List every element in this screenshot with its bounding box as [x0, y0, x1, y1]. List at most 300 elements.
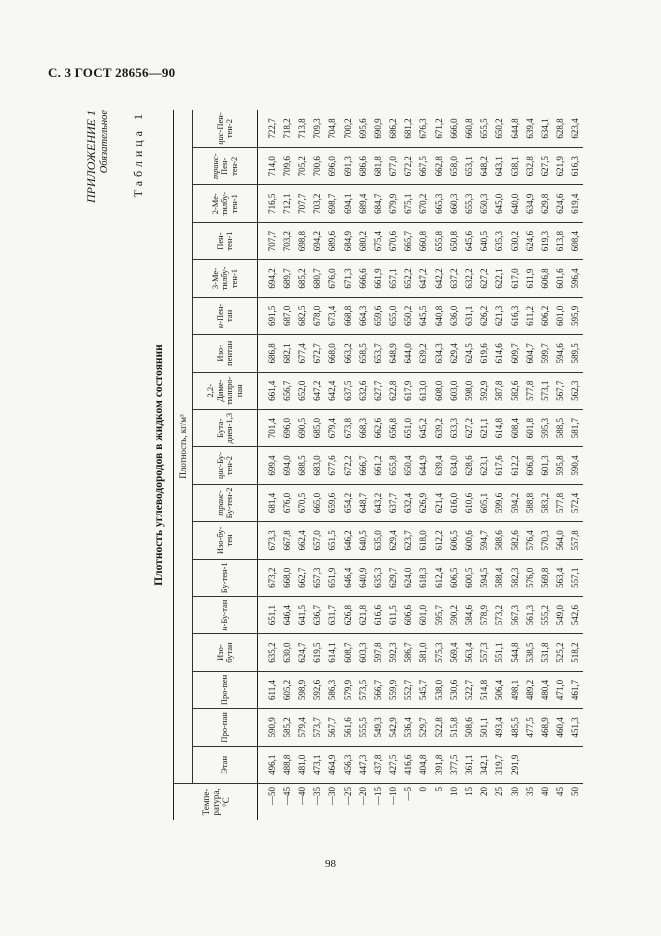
- density-cell: 695,6: [357, 118, 368, 139]
- column-header: [193, 297, 258, 334]
- density-cell: 619,6: [477, 335, 492, 372]
- table-row: [522, 110, 537, 820]
- density-cell: 662,8: [431, 148, 446, 185]
- temperature-cell: 25: [492, 784, 507, 821]
- density-cell: 650,3: [477, 185, 492, 222]
- density-cell: 629,7: [386, 559, 401, 596]
- table-label: Таблица 1: [131, 110, 145, 198]
- density-cell: 639,2: [431, 409, 446, 446]
- density-cell: 576,4: [522, 522, 537, 559]
- density-cell: 561,6: [340, 709, 355, 746]
- temperature-cell: —35: [310, 784, 325, 821]
- density-cell: 643,2: [370, 484, 385, 521]
- density-cell: 636,7: [310, 596, 325, 633]
- density-cell: 581,0: [416, 634, 431, 671]
- temperature-cell: 50: [568, 784, 583, 821]
- density-cell: 641,5: [294, 596, 309, 633]
- density-cell: 538,5: [522, 634, 537, 671]
- density-cell: 700,2: [342, 118, 353, 139]
- density-cell: 624,5: [461, 335, 476, 372]
- column-header-prefix: цис-: [214, 463, 225, 479]
- density-cell: 496,1: [258, 746, 280, 783]
- column-header: [193, 185, 258, 222]
- density-cell: 586,7: [401, 634, 416, 671]
- density-cell: 614,1: [325, 634, 340, 671]
- density-cell: 621,3: [492, 297, 507, 334]
- density-cell: 653,7: [370, 335, 385, 372]
- column-header-name: Этан: [219, 755, 230, 774]
- density-cell: 650,2: [401, 297, 416, 334]
- density-cell: 678,0: [310, 297, 325, 334]
- density-cell: 672,2: [340, 447, 355, 484]
- density-cell: 632,4: [401, 484, 416, 521]
- density-cell: 564,0: [553, 522, 568, 559]
- density-cell: 578,9: [477, 596, 492, 633]
- table-row: [477, 110, 492, 820]
- density-cell: 655,8: [431, 222, 446, 259]
- density-cell: 666,0: [448, 118, 459, 139]
- density-cell: 635,3: [370, 559, 385, 596]
- density-cell: 621,4: [431, 484, 446, 521]
- density-cell: 642,4: [325, 372, 340, 409]
- density-cell: 624,6: [522, 222, 537, 259]
- density-cell: 682,5: [294, 297, 309, 334]
- density-cell: 473,1: [310, 746, 325, 783]
- appendix-subtitle: Обязательное: [99, 110, 110, 174]
- density-cell: 561,3: [522, 596, 537, 633]
- density-cell: 570,3: [537, 522, 552, 559]
- column-header: [193, 372, 258, 409]
- density-cell: 569,4: [446, 634, 461, 671]
- density-cell: 594,6: [553, 335, 568, 372]
- density-cell: 681,8: [370, 148, 385, 185]
- density-cell: 616,3: [507, 297, 522, 334]
- density-cell: 648,7: [355, 484, 370, 521]
- density-cell: 688,5: [294, 447, 309, 484]
- density-cell: 522,8: [431, 709, 446, 746]
- density-cell: 636,0: [446, 297, 461, 334]
- density-cell: 673,4: [325, 297, 340, 334]
- density-cell: 582,6: [507, 372, 522, 409]
- density-cell: 650,8: [446, 222, 461, 259]
- density-cell: 601,0: [416, 596, 431, 633]
- density-cell: 628,6: [461, 447, 476, 484]
- density-cell: 627,7: [370, 372, 385, 409]
- density-cell: 694,0: [279, 447, 294, 484]
- density-cell: 639,2: [416, 335, 431, 372]
- density-cell: 677,0: [386, 148, 401, 185]
- density-cell: 659,6: [325, 484, 340, 521]
- density-cell: 471,0: [553, 671, 568, 708]
- density-cell: 637,7: [386, 484, 401, 521]
- density-cell: 610,6: [461, 484, 476, 521]
- density-cell: 567,3: [507, 596, 522, 633]
- density-cell: 651,9: [325, 559, 340, 596]
- density-cell: 575,3: [431, 634, 446, 671]
- density-cell: 630,0: [279, 634, 294, 671]
- density-cell: 506,4: [492, 671, 507, 708]
- density-cell: 361,1: [461, 746, 476, 783]
- density-cell: 648,9: [386, 335, 401, 372]
- density-cell: 515,8: [446, 709, 461, 746]
- temperature-cell: 30: [507, 784, 522, 821]
- table-row: [294, 110, 309, 820]
- density-cell: 594,5: [477, 559, 492, 596]
- density-cell: 668,0: [325, 335, 340, 372]
- density-cell: 656,8: [386, 409, 401, 446]
- density-cell: 621,1: [477, 409, 492, 446]
- density-cell: 608,7: [340, 634, 355, 671]
- density-cell: 577,8: [553, 484, 568, 521]
- temperature-header: Темпе-ратура, °С: [174, 784, 258, 821]
- density-cell: 651,0: [401, 409, 416, 446]
- density-cell: 563,4: [461, 634, 476, 671]
- density-cell: 585,2: [279, 709, 294, 746]
- density-cell: 713,8: [296, 118, 307, 139]
- density-cell: 632,6: [355, 372, 370, 409]
- density-cell: 481,0: [294, 746, 309, 783]
- table-row: [446, 110, 461, 820]
- column-header: [193, 596, 258, 633]
- density-cell: 631,1: [461, 297, 476, 334]
- density-cell: 549,3: [370, 709, 385, 746]
- density-cell: 619,3: [537, 222, 552, 259]
- table-row: [325, 110, 340, 820]
- density-cell: 659,6: [370, 297, 385, 334]
- density-cell: 655,8: [386, 447, 401, 484]
- density-cell: 557,1: [568, 559, 583, 596]
- density-cell: 557,3: [477, 634, 492, 671]
- temperature-cell: 40: [537, 784, 552, 821]
- density-cell: 637,2: [446, 260, 461, 297]
- density-cell: 700,6: [310, 148, 325, 185]
- column-header: [193, 110, 258, 148]
- density-cell: 647,2: [310, 372, 325, 409]
- density-cell: 525,2: [553, 634, 568, 671]
- density-cell: 555,2: [537, 596, 552, 633]
- density-cell: 650,4: [401, 447, 416, 484]
- density-cell: 600,5: [461, 559, 476, 596]
- density-cell: 468,9: [537, 709, 552, 746]
- density-cell: 464,9: [325, 746, 340, 783]
- density-cell: 666,7: [355, 447, 370, 484]
- density-cell: 626,2: [477, 297, 492, 334]
- column-header-prefix: н: [214, 323, 225, 329]
- density-cell: 622,8: [386, 372, 401, 409]
- density-cell: 668,8: [340, 297, 355, 334]
- density-cell: 672,7: [310, 335, 325, 372]
- column-header: [193, 409, 258, 446]
- density-cell: 613,0: [416, 372, 431, 409]
- density-cell: 522,7: [461, 671, 476, 708]
- density-cell: 488,8: [279, 746, 294, 783]
- density-cell: 621,9: [553, 148, 568, 185]
- density-cell: 586,3: [325, 671, 340, 708]
- density-cell: 480,4: [537, 671, 552, 708]
- density-cell: 598,0: [461, 372, 476, 409]
- density-cell: 377,5: [446, 746, 461, 783]
- density-cell: 592,9: [477, 372, 492, 409]
- density-cell: 703,2: [310, 185, 325, 222]
- density-cell: 618,3: [416, 559, 431, 596]
- density-cell: 617,9: [401, 372, 416, 409]
- density-cell: 663,2: [340, 335, 355, 372]
- density-cell: 624,7: [294, 634, 309, 671]
- column-header: [193, 634, 258, 671]
- density-cell: 662,4: [294, 522, 309, 559]
- density-cell: 291,9: [507, 746, 522, 783]
- density-cell: 611,9: [522, 260, 537, 297]
- density-cell: 624,0: [401, 559, 416, 596]
- column-header-name: Бута-диен-1,3: [214, 412, 234, 444]
- density-cell: 679,9: [386, 185, 401, 222]
- density-cell: 691,3: [340, 148, 355, 185]
- density-cell: 704,8: [327, 118, 338, 139]
- density-cell: 634,3: [431, 335, 446, 372]
- density-cell: 538,0: [431, 671, 446, 708]
- density-cell: 662,6: [370, 409, 385, 446]
- density-cell: 653,1: [461, 148, 476, 185]
- density-cell: 638,1: [507, 148, 522, 185]
- density-cell: 673,2: [258, 559, 280, 596]
- table-row: [279, 110, 294, 820]
- density-cell: 608,4: [568, 222, 583, 259]
- density-cell: 566,7: [370, 671, 385, 708]
- density-cell: 629,4: [386, 522, 401, 559]
- density-cell: 567,7: [325, 709, 340, 746]
- density-cell: 701,4: [258, 409, 280, 446]
- density-cell: 603,3: [355, 634, 370, 671]
- density-cell: 660,3: [446, 185, 461, 222]
- density-cell: 705,2: [294, 148, 309, 185]
- density-cell: 601,8: [522, 409, 537, 446]
- density-cell: 600,6: [461, 522, 476, 559]
- temperature-cell: 0: [416, 784, 431, 821]
- density-cell: 589,5: [568, 335, 583, 372]
- density-cell: 690,5: [294, 409, 309, 446]
- density-cell: 677,6: [325, 447, 340, 484]
- density-cell: 672,2: [401, 148, 416, 185]
- density-cell: 661,2: [370, 447, 385, 484]
- density-cell: 667,5: [416, 148, 431, 185]
- density-cell: 551,1: [492, 634, 507, 671]
- density-cell: 629,4: [446, 335, 461, 372]
- density-cell: 584,6: [461, 596, 476, 633]
- density-cell: 627,2: [477, 260, 492, 297]
- density-cell: 456,3: [340, 746, 355, 783]
- density-cell: [568, 746, 583, 783]
- table-title: Плотность углеводородов в жидком состоянии: [153, 344, 165, 586]
- density-cell: 622,1: [492, 260, 507, 297]
- density-cell: [553, 746, 568, 783]
- density-cell: 588,8: [522, 484, 537, 521]
- density-cell: 640,0: [507, 185, 522, 222]
- density-cell: 689,4: [355, 185, 370, 222]
- density-cell: 612,2: [507, 447, 522, 484]
- density-cell: 643,1: [492, 148, 507, 185]
- density-cell: 594,7: [477, 522, 492, 559]
- density-cell: 632,8: [522, 148, 537, 185]
- density-cell: 518,2: [568, 634, 583, 671]
- density-cell: 635,3: [492, 222, 507, 259]
- density-cell: 588,6: [492, 522, 507, 559]
- density-cell: 664,3: [355, 297, 370, 334]
- density-cell: 601,6: [553, 260, 568, 297]
- density-cell: 594,2: [507, 484, 522, 521]
- density-cell: 673,3: [258, 522, 280, 559]
- density-cell: 608,0: [431, 372, 446, 409]
- table-row: [355, 110, 370, 820]
- temperature-cell: —10: [386, 784, 401, 821]
- column-header-name: -Пен-тан: [214, 303, 234, 324]
- column-header-name: Изо-бутан: [214, 642, 234, 663]
- density-cell: 623,4: [570, 118, 581, 139]
- column-header-name: 2,2-Диме-тилпро-пан: [205, 376, 244, 405]
- density-cell: 619,5: [310, 634, 325, 671]
- density-cell: 557,8: [568, 522, 583, 559]
- density-cell: 501,1: [477, 709, 492, 746]
- density-cell: 618,0: [416, 522, 431, 559]
- density-cell: 536,4: [401, 709, 416, 746]
- temperature-cell: —40: [294, 784, 309, 821]
- density-cell: 588,4: [492, 559, 507, 596]
- density-cell: 581,7: [568, 409, 583, 446]
- density-cell: 645,6: [461, 222, 476, 259]
- column-header-name: Бу-тен-2: [224, 487, 234, 519]
- temperature-cell: 15: [461, 784, 476, 821]
- density-cell: 567,7: [553, 372, 568, 409]
- density-cell: 654,2: [340, 484, 355, 521]
- temperature-cell: 45: [553, 784, 568, 821]
- density-cell: 595,8: [553, 447, 568, 484]
- density-cell: 652,2: [401, 260, 416, 297]
- density-cell: 686,8: [258, 335, 280, 372]
- column-header: [193, 148, 258, 185]
- density-cell: 646,4: [340, 559, 355, 596]
- density-cell: 606,8: [522, 447, 537, 484]
- density-cell: 627,2: [461, 409, 476, 446]
- density-cell: 498,1: [507, 671, 522, 708]
- density-cell: 391,8: [431, 746, 446, 783]
- density-cell: 650,2: [494, 118, 505, 139]
- table-row: [461, 110, 476, 820]
- table-row: [568, 110, 583, 820]
- density-cell: 583,2: [537, 484, 552, 521]
- density-cell: 671,3: [340, 260, 355, 297]
- density-cell: 640,8: [431, 297, 446, 334]
- density-cell: 576,0: [522, 559, 537, 596]
- density-cell: 647,2: [416, 260, 431, 297]
- density-cell: 319,7: [492, 746, 507, 783]
- density-cell: 703,2: [279, 222, 294, 259]
- density-cell: 437,8: [370, 746, 385, 783]
- density-cell: 559,9: [386, 671, 401, 708]
- density-cell: 549,0: [553, 596, 568, 633]
- density-cell: 579,4: [294, 709, 309, 746]
- density-cell: 714,0: [258, 148, 280, 185]
- density-cell: 427,5: [386, 746, 401, 783]
- density-cell: 644,8: [509, 118, 520, 139]
- density-cell: 676,0: [325, 260, 340, 297]
- column-header: [193, 484, 258, 521]
- density-cell: 508,6: [461, 709, 476, 746]
- density-cell: 614,8: [492, 409, 507, 446]
- density-cell: 582,3: [507, 559, 522, 596]
- density-cell: 613,8: [553, 222, 568, 259]
- column-header-name: Бу-тен-1: [219, 562, 230, 594]
- column-header-prefix: цис-: [214, 129, 225, 145]
- density-cell: 657,1: [386, 260, 401, 297]
- density-cell: 601,0: [553, 297, 568, 334]
- density-cell: 679,4: [325, 409, 340, 446]
- density-cell: 694,2: [310, 222, 325, 259]
- density-cell: 709,6: [279, 148, 294, 185]
- density-cell: 545,7: [416, 671, 431, 708]
- density-cell: 616,6: [370, 596, 385, 633]
- density-cell: 665,3: [431, 185, 446, 222]
- table-row: [401, 110, 416, 820]
- column-header-name: Про-пан: [219, 712, 230, 743]
- density-cell: 621,8: [355, 596, 370, 633]
- density-cell: 587,8: [492, 372, 507, 409]
- density-cell: 606,2: [537, 297, 552, 334]
- density-cell: 676,3: [418, 118, 429, 139]
- temperature-cell: 10: [446, 784, 461, 821]
- density-cell: 606,8: [537, 260, 552, 297]
- density-cell: 655,3: [461, 185, 476, 222]
- density-cell: 667,8: [279, 522, 294, 559]
- density-cell: 611,4: [258, 671, 280, 708]
- density-cell: 595,7: [431, 596, 446, 633]
- density-cell: 619,4: [568, 185, 583, 222]
- density-cell: 588,5: [553, 409, 568, 446]
- table-row: [386, 110, 401, 820]
- density-cell: 684,9: [340, 222, 355, 259]
- column-header-name: Пен-тен-2: [219, 156, 239, 176]
- density-cell: 652,0: [294, 372, 309, 409]
- temperature-cell: —20: [355, 784, 370, 821]
- column-header-name: Пен-тен-2: [214, 112, 234, 139]
- density-cell: 698,7: [325, 185, 340, 222]
- column-header: [193, 447, 258, 484]
- density-cell: 573,7: [310, 709, 325, 746]
- density-cell: 682,1: [279, 335, 294, 372]
- density-cell: 707,7: [294, 185, 309, 222]
- column-header-name: Изо-пентан: [214, 340, 234, 366]
- density-cell: 485,5: [507, 709, 522, 746]
- density-cell: 633,3: [446, 409, 461, 446]
- density-cell: 623,1: [477, 447, 492, 484]
- density-cell: 635,0: [370, 522, 385, 559]
- density-cell: 626,9: [416, 484, 431, 521]
- density-cell: 694,1: [340, 185, 355, 222]
- density-cell: 530,6: [446, 671, 461, 708]
- density-cell: 596,4: [568, 260, 583, 297]
- density-cell: 651,5: [325, 522, 340, 559]
- density-cell: 686,2: [388, 118, 399, 139]
- density-cell: 447,3: [355, 746, 370, 783]
- density-cell: 677,4: [294, 335, 309, 372]
- density-cell: 590,2: [446, 596, 461, 633]
- density-cell: 687,0: [279, 297, 294, 334]
- density-cell: 460,4: [553, 709, 568, 746]
- density-cell: 661,4: [258, 372, 280, 409]
- density-cell: 592,6: [310, 671, 325, 708]
- density-cell: [537, 746, 552, 783]
- density-cell: 661,9: [370, 260, 385, 297]
- column-header-name: 2-Ме-тилбу-тен-1: [209, 191, 239, 216]
- density-header: Плотность, кг/м³: [174, 110, 193, 784]
